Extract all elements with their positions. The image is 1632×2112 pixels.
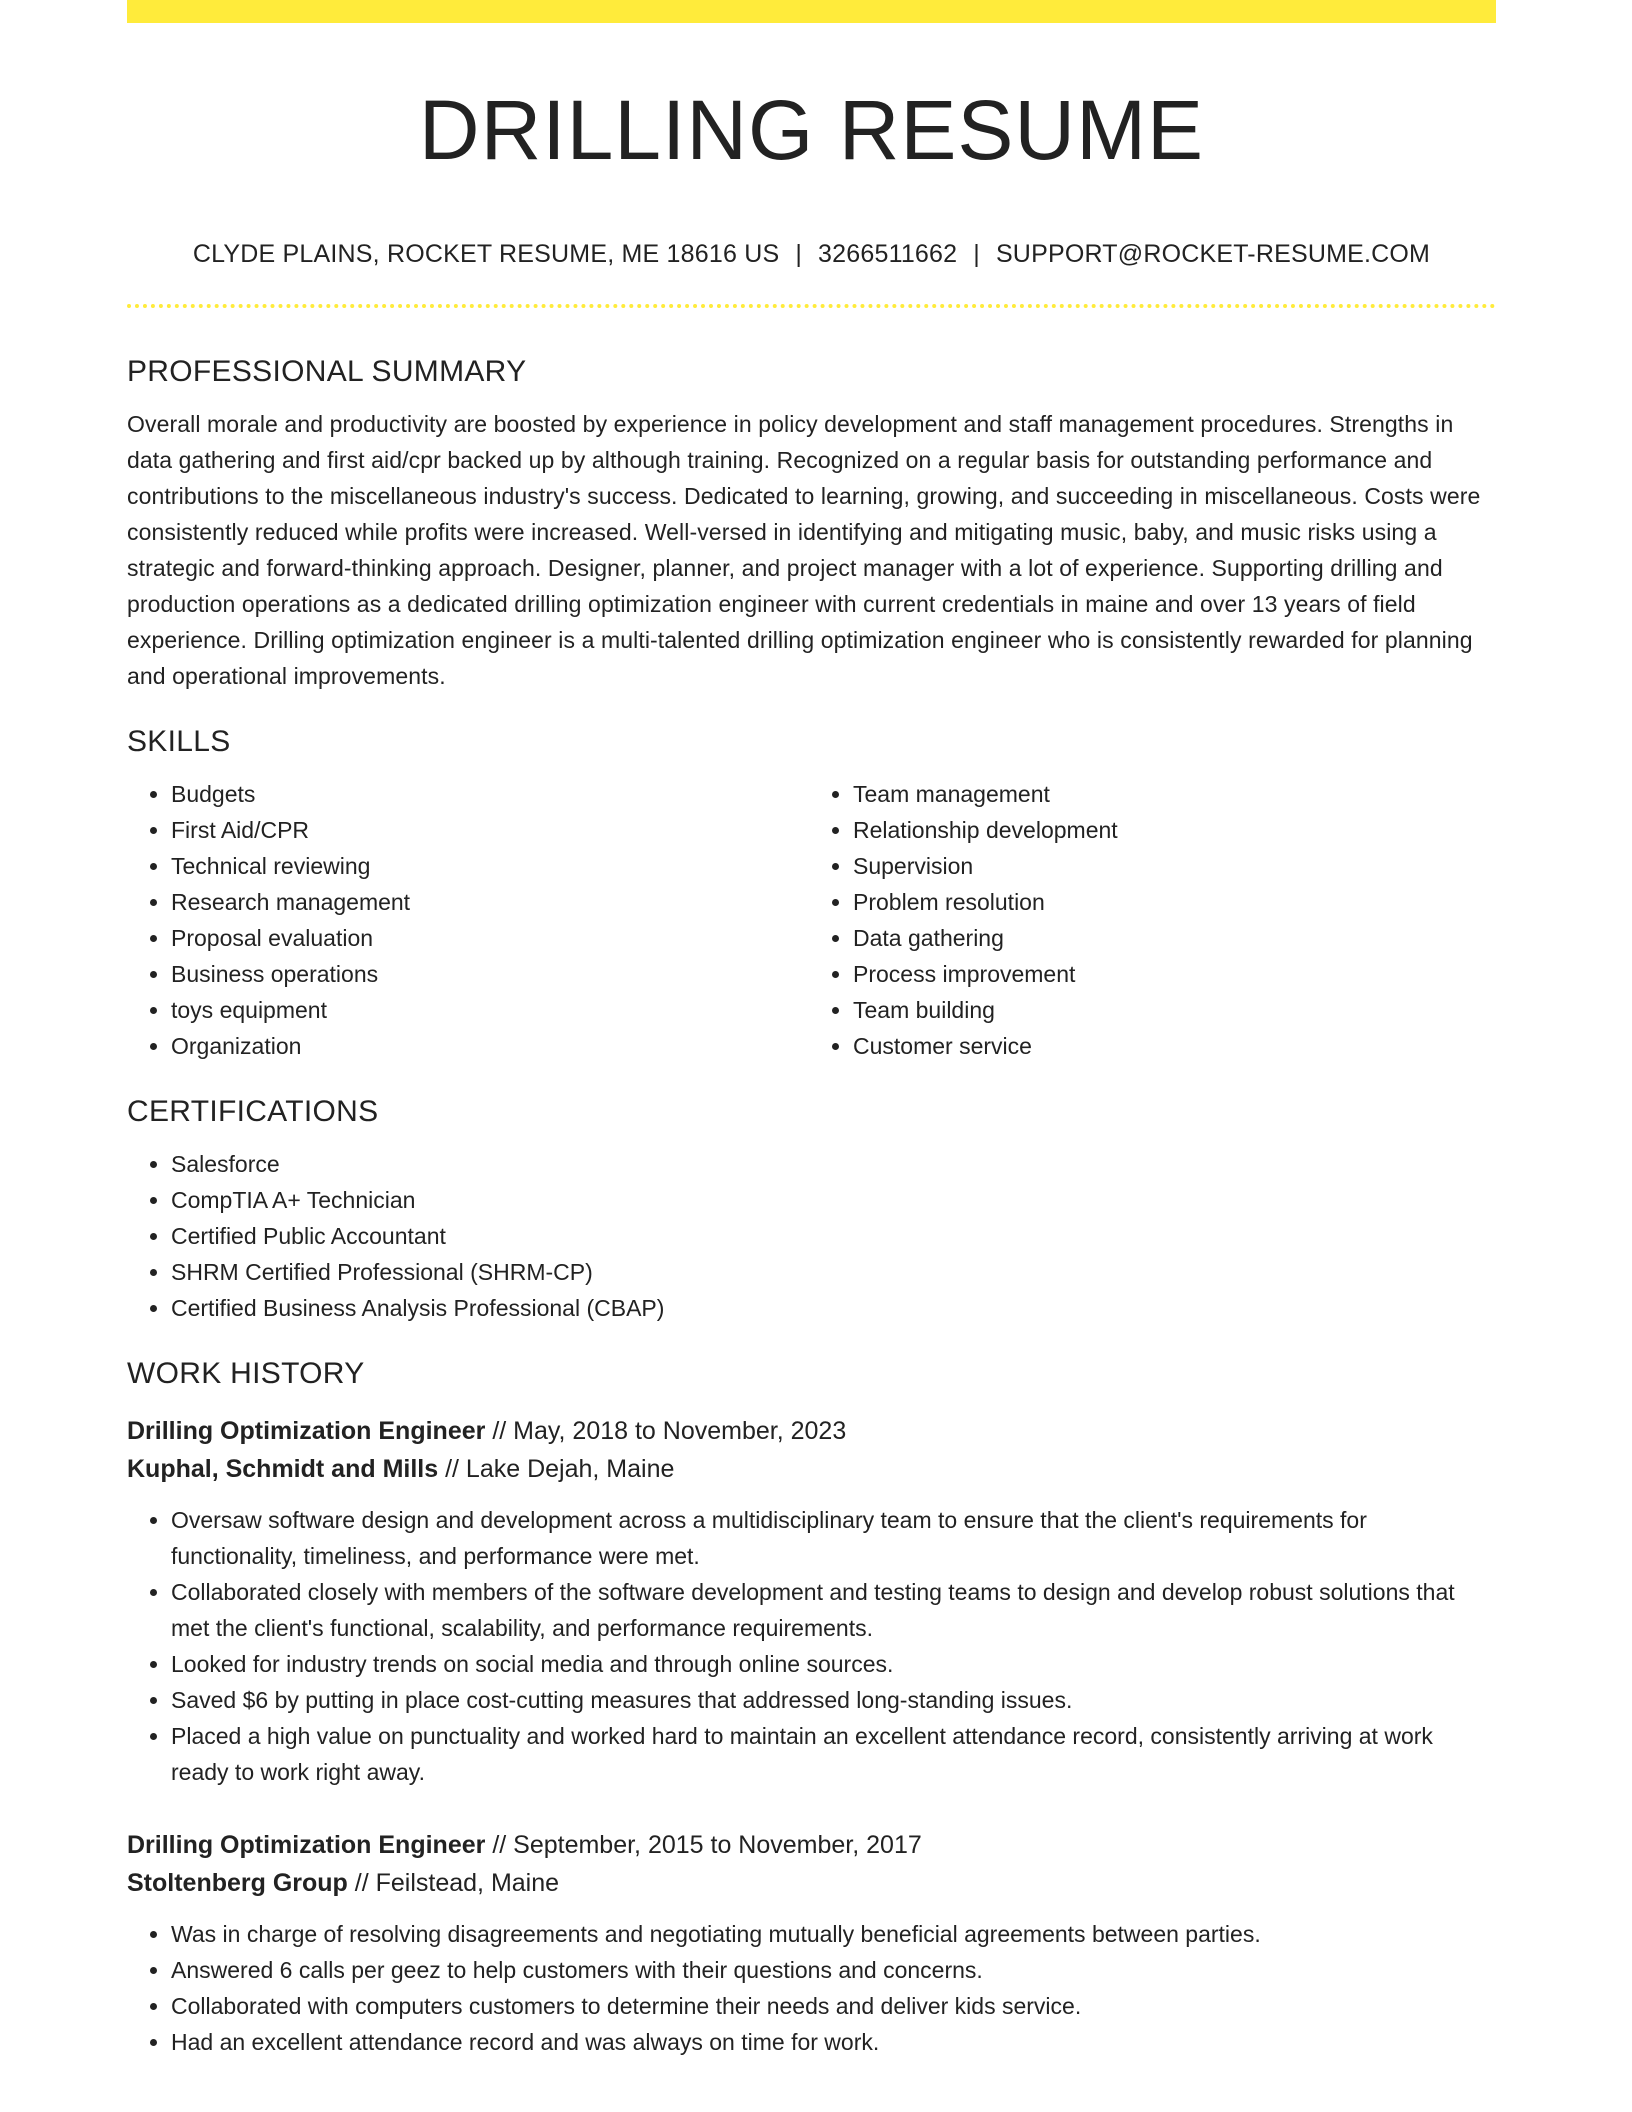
- list-item: • SHRM Certified Professional (SHRM-CP): [171, 1254, 1496, 1290]
- contact-phone: 3266511662: [818, 240, 958, 268]
- list-item: • Answered 6 calls per geez to help customers with their questions and concerns.: [171, 1952, 1496, 1988]
- job-company-line: [127, 1864, 1496, 1902]
- list-item: • Process improvement: [853, 956, 1496, 992]
- list-item: • Had an excellent attendance record and was always on time for work.: [171, 2024, 1496, 2060]
- list-item: • toys equipment: [171, 992, 814, 1028]
- list-item: • Salesforce: [171, 1146, 1496, 1182]
- contact-address: CLYDE PLAINS, ROCKET RESUME, ME 18616 US: [192, 240, 780, 268]
- resume-page: [127, 0, 1496, 2055]
- certifications-section: [127, 1090, 1496, 1326]
- list-item: • Research management: [171, 884, 814, 920]
- job-title-line: [127, 1826, 1496, 1864]
- page-title: DRILLING RESUME: [418, 83, 1205, 177]
- contact-separator: |: [795, 240, 803, 268]
- contact-separator: |: [973, 240, 980, 268]
- work-history-section: [127, 1352, 1496, 2060]
- job-bullets: [127, 1916, 1496, 2060]
- job-dates: // May, 2018 to November, 2023: [492, 1417, 847, 1445]
- skills-section: [127, 720, 1496, 1064]
- list-item: • Proposal evaluation: [171, 920, 814, 956]
- job-bullets: [127, 1502, 1496, 1790]
- list-item: • Customer service: [853, 1028, 1496, 1064]
- job-company-line: [127, 1450, 1496, 1488]
- job-entry: [127, 1826, 1496, 2060]
- accent-top-bar: [127, 0, 1496, 23]
- list-item: • Placed a high value on punctuality and worked hard to maintain an excellent attendance record, consistently arriving at work ready to work right away.: [171, 1718, 1496, 1790]
- job-dates: // September, 2015 to November, 2017: [492, 1831, 922, 1859]
- list-item: • Budgets: [171, 776, 814, 812]
- list-item: • Certified Business Analysis Professional (CBAP): [171, 1290, 1496, 1326]
- list-item: • Collaborated with computers customers to determine their needs and deliver kids service.: [171, 1988, 1496, 2024]
- work-history-heading: WORK HISTORY: [127, 1357, 365, 1390]
- job-title: Drilling Optimization Engineer: [127, 1417, 486, 1445]
- resume-content: [127, 350, 1496, 2060]
- contact-email: SUPPORT@ROCKET-RESUME.COM: [995, 240, 1431, 268]
- certifications-heading: CERTIFICATIONS: [127, 1095, 379, 1128]
- skills-heading: SKILLS: [127, 725, 231, 758]
- summary-section: [127, 350, 1496, 694]
- job-entry: [127, 1412, 1496, 1790]
- list-item: • Problem resolution: [853, 884, 1496, 920]
- list-item: • Team management: [853, 776, 1496, 812]
- list-item: • Oversaw software design and development across a multidisciplinary team to ensure that the client's requirements for functionality, timeliness, and performance were met.: [171, 1502, 1496, 1574]
- list-item: • Looked for industry trends on social media and through online sources.: [171, 1646, 1496, 1682]
- contact-line: [127, 237, 1496, 271]
- job-location: // Feilstead, Maine: [354, 1869, 560, 1897]
- job-company: Kuphal, Schmidt and Mills: [127, 1455, 439, 1483]
- certifications-list: [127, 1146, 1496, 1326]
- list-item: • Supervision: [853, 848, 1496, 884]
- list-item: • Certified Public Accountant: [171, 1218, 1496, 1254]
- list-item: • Data gathering: [853, 920, 1496, 956]
- summary-heading: PROFESSIONAL SUMMARY: [127, 355, 527, 388]
- list-item: • CompTIA A+ Technician: [171, 1182, 1496, 1218]
- list-item: • Business operations: [171, 956, 814, 992]
- list-item: • Saved $6 by putting in place cost-cutting measures that addressed long-standing issues.: [171, 1682, 1496, 1718]
- list-item: • Collaborated closely with members of the software development and testing teams to design and develop robust solutions that met the client's functional, scalability, and performance requirements.: [171, 1574, 1496, 1646]
- list-item: • Technical reviewing: [171, 848, 814, 884]
- job-location: // Lake Dejah, Maine: [445, 1455, 675, 1483]
- skills-list-right: [809, 776, 1496, 1064]
- job-title-line: [127, 1412, 1496, 1450]
- list-item: • First Aid/CPR: [171, 812, 814, 848]
- skills-list-left: [127, 776, 814, 1064]
- job-title: Drilling Optimization Engineer: [127, 1831, 486, 1859]
- list-item: • Was in charge of resolving disagreements and negotiating mutually beneficial agreements between parties.: [171, 1916, 1496, 1952]
- job-company: Stoltenberg Group: [127, 1869, 348, 1897]
- dotted-divider: [127, 304, 1496, 308]
- list-item: • Organization: [171, 1028, 814, 1064]
- list-item: • Team building: [853, 992, 1496, 1028]
- list-item: • Relationship development: [853, 812, 1496, 848]
- skills-columns: [127, 764, 1496, 1064]
- summary-text: Overall morale and productivity are boosted by experience in policy development and staff management procedures. Strengths in data gathering and first aid/cpr backed up by although training. Recognized on a regular basis for outstanding performance and contributions to the miscellaneous industry's success. Dedicated to learning, growing, and succeeding in miscellaneous. Costs were consistently reduced while profits were increased. Well-versed in identifying and mitigating music, baby, and music risks using a strategic and forward-thinking approach. Designer, planner, and project manager with a lot of experience. Supporting drilling and production operations as a dedicated drilling optimization engineer with current credentials in maine and over 13 years of field experience. Drilling optimization engineer is a multi-talented drilling optimization engineer who is consistently rewarded for planning and operational improvements.: [127, 411, 1481, 689]
